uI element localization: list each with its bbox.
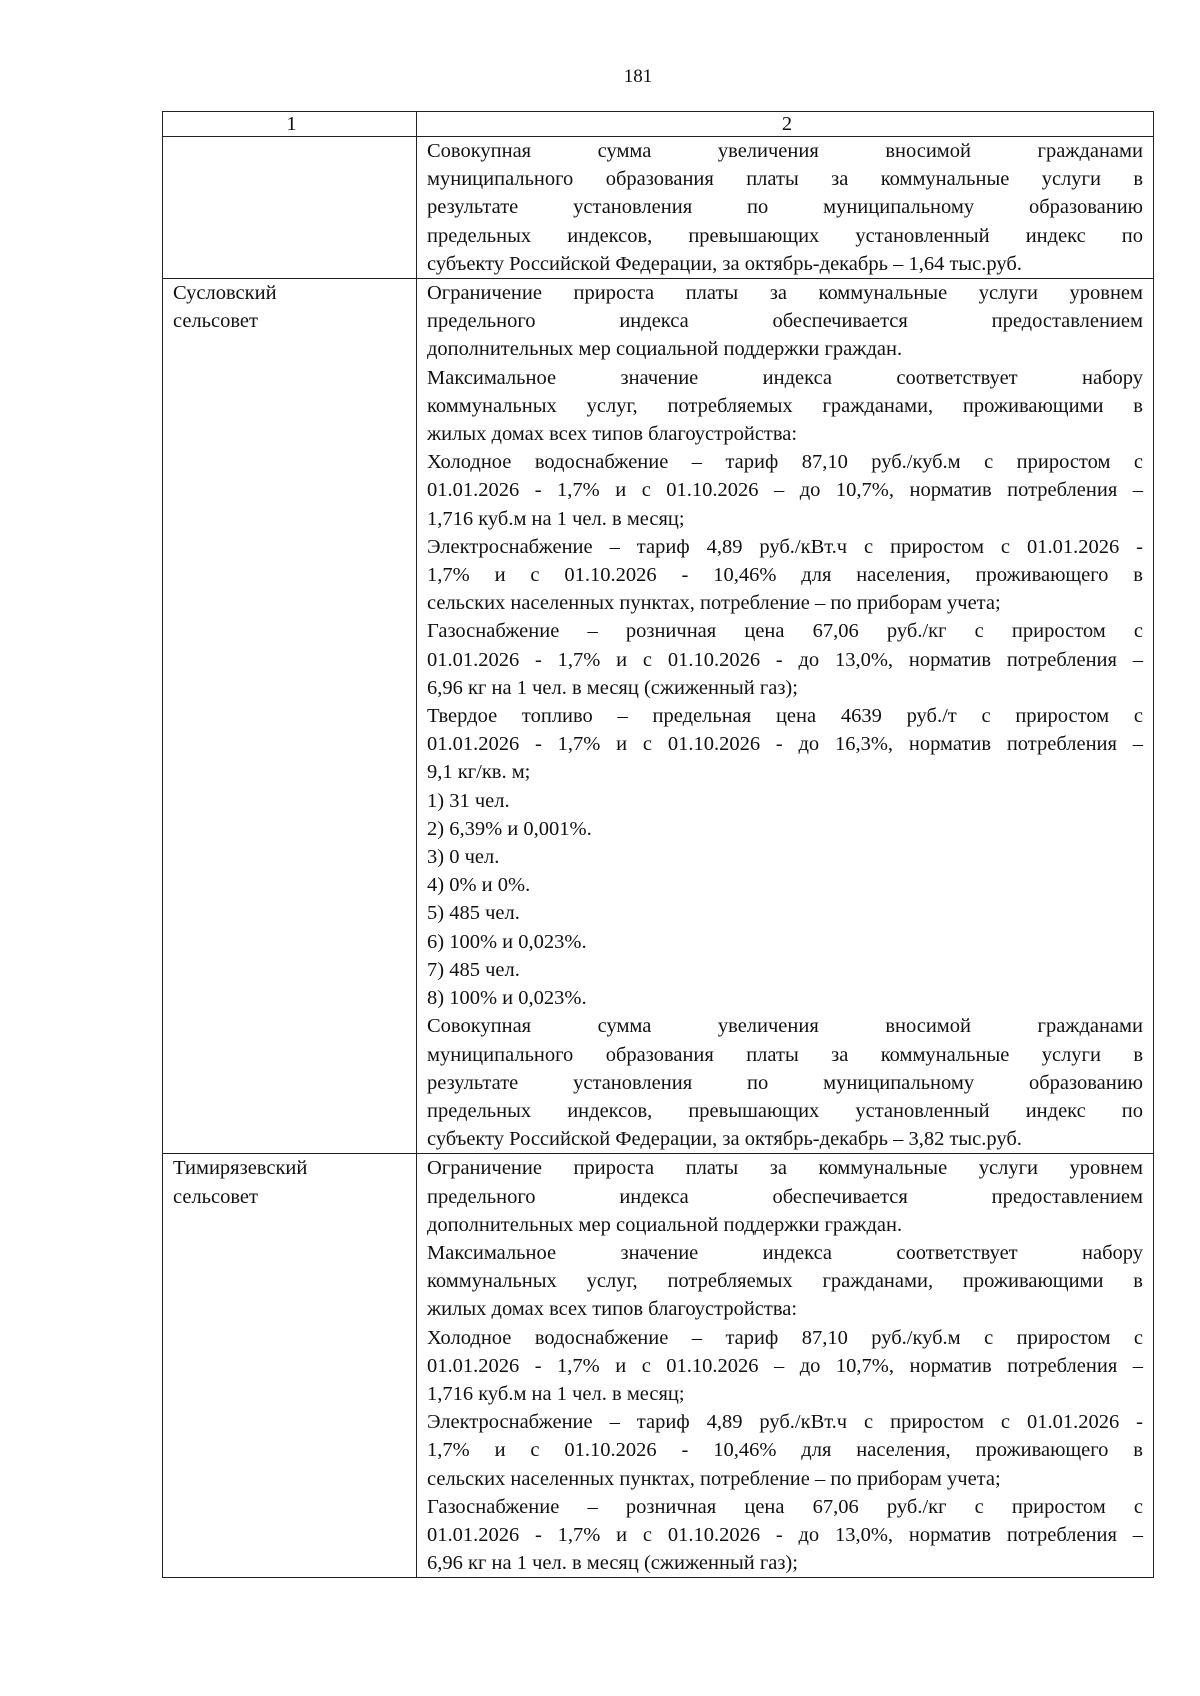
description-cell: [417, 137, 1154, 279]
text-line: Электроснабжение – тариф 4,89 руб./кВт.ч с приростом с 01.01.2026 -: [427, 1411, 1143, 1434]
header-col-2: 2: [417, 112, 1154, 137]
description-cell: [417, 279, 1154, 1154]
text-line: муниципального образования платы за коммунальные услуги в: [427, 1043, 1143, 1066]
text-line: Газоснабжение – розничная цена 67,06 руб./кг с приростом с: [427, 620, 1143, 643]
text-line: Электроснабжение – тариф 4,89 руб./кВт.ч с приростом с 01.01.2026 -: [427, 535, 1143, 558]
municipality-cell: [163, 1154, 417, 1578]
text-line: Газоснабжение – розничная цена 67,06 руб./кг с приростом с: [427, 1495, 1143, 1518]
municipality-name-line: сельсовет: [173, 310, 258, 333]
text-line: субъекту Российской Федерации, за октябрь-декабрь – 3,82 тыс.руб.: [427, 1128, 1022, 1151]
text-line: сельских населенных пунктах, потребление – по приборам учета;: [427, 1467, 1001, 1490]
text-line: 1,7% и с 01.10.2026 - 10,46% для населения, проживающего в: [427, 564, 1143, 587]
text-line: Холодное водоснабжение – тариф 87,10 руб./куб.м с приростом с: [427, 451, 1143, 474]
text-line: 9,1 кг/кв. м;: [427, 761, 531, 784]
table-header-row: [163, 112, 1154, 137]
text-line: Ограничение прироста платы за коммунальные услуги уровнем: [427, 282, 1143, 305]
text-line: 4) 0% и 0%.: [427, 874, 531, 897]
text-line: Холодное водоснабжение – тариф 87,10 руб./куб.м с приростом с: [427, 1326, 1143, 1349]
text-line: 6,96 кг на 1 чел. в месяц (сжиженный газ);: [427, 1552, 798, 1575]
text-line: 01.01.2026 - 1,7% и с 01.10.2026 – до 10,7%, норматив потребления –: [427, 479, 1143, 502]
table-row: [163, 137, 1154, 279]
municipality-cell: [163, 279, 417, 1154]
municipality-cell: [163, 137, 417, 279]
text-line: муниципального образования платы за коммунальные услуги в: [427, 168, 1143, 191]
header-col-1: 1: [163, 112, 417, 137]
municipality-name-line: Тимирязевский: [173, 1157, 308, 1180]
text-line: Максимальное значение индекса соответствует набору: [427, 1241, 1143, 1264]
text-line: 1,7% и с 01.10.2026 - 10,46% для населения, проживающего в: [427, 1439, 1143, 1462]
text-line: Совокупная сумма увеличения вносимой гражданами: [427, 140, 1143, 162]
text-line: 6,96 кг на 1 чел. в месяц (сжиженный газ);: [427, 676, 798, 699]
text-line: коммунальных услуг, потребляемых гражданами, проживающими в: [427, 394, 1143, 417]
text-line: 3) 0 чел.: [427, 846, 500, 869]
municipal-tariff-table: [162, 111, 1154, 1578]
text-line: Максимальное значение индекса соответствует набору: [427, 366, 1143, 389]
text-line: результате установления по муниципальному образованию: [427, 196, 1143, 219]
text-line: 01.01.2026 - 1,7% и с 01.10.2026 - до 16,3%, норматив потребления –: [427, 733, 1143, 756]
text-line: 2) 6,39% и 0,001%.: [427, 817, 592, 840]
text-line: коммунальных услуг, потребляемых гражданами, проживающими в: [427, 1270, 1143, 1293]
text-line: 01.01.2026 - 1,7% и с 01.10.2026 - до 13,0%, норматив потребления –: [427, 648, 1143, 671]
text-line: предельных индексов, превышающих установленный индекс по: [427, 1099, 1143, 1122]
text-line: 01.01.2026 - 1,7% и с 01.10.2026 – до 10,7%, норматив потребления –: [427, 1354, 1143, 1377]
text-line: 01.01.2026 - 1,7% и с 01.10.2026 - до 13,0%, норматив потребления –: [427, 1523, 1143, 1546]
text-line: дополнительных мер социальной поддержки граждан.: [427, 1213, 903, 1236]
text-line: сельских населенных пунктах, потребление – по приборам учета;: [427, 592, 1001, 615]
municipality-name-line: Сусловский: [173, 282, 277, 305]
text-line: результате установления по муниципальному образованию: [427, 1071, 1143, 1094]
page-number: 181: [623, 66, 653, 87]
text-line: Ограничение прироста платы за коммунальные услуги уровнем: [427, 1157, 1143, 1180]
text-line: предельных индексов, превышающих установленный индекс по: [427, 224, 1143, 247]
text-line: жилых домах всех типов благоустройства:: [427, 1298, 798, 1321]
text-line: 6) 100% и 0,023%.: [427, 930, 587, 953]
text-line: предельного индекса обеспечивается предоставлением: [427, 310, 1143, 333]
text-line: 1) 31 чел.: [427, 789, 510, 812]
text-line: 8) 100% и 0,023%.: [427, 987, 587, 1010]
text-line: 1,716 куб.м на 1 чел. в месяц;: [427, 507, 685, 530]
text-line: 7) 485 чел.: [427, 958, 520, 981]
text-line: 1,716 куб.м на 1 чел. в месяц;: [427, 1382, 685, 1405]
text-line: жилых домах всех типов благоустройства:: [427, 423, 798, 446]
text-line: Твердое топливо – предельная цена 4639 руб./т с приростом с: [427, 705, 1143, 728]
text-line: Совокупная сумма увеличения вносимой гражданами: [427, 1015, 1143, 1038]
text-line: 5) 485 чел.: [427, 902, 520, 925]
text-line: дополнительных мер социальной поддержки граждан.: [427, 338, 903, 361]
table-row: [163, 1154, 1154, 1578]
description-cell: [417, 1154, 1154, 1578]
municipality-name-line: сельсовет: [173, 1185, 258, 1208]
text-line: субъекту Российской Федерации, за октябрь-декабрь – 1,64 тыс.руб.: [427, 252, 1022, 275]
text-line: предельного индекса обеспечивается предоставлением: [427, 1185, 1143, 1208]
table-row: [163, 279, 1154, 1154]
